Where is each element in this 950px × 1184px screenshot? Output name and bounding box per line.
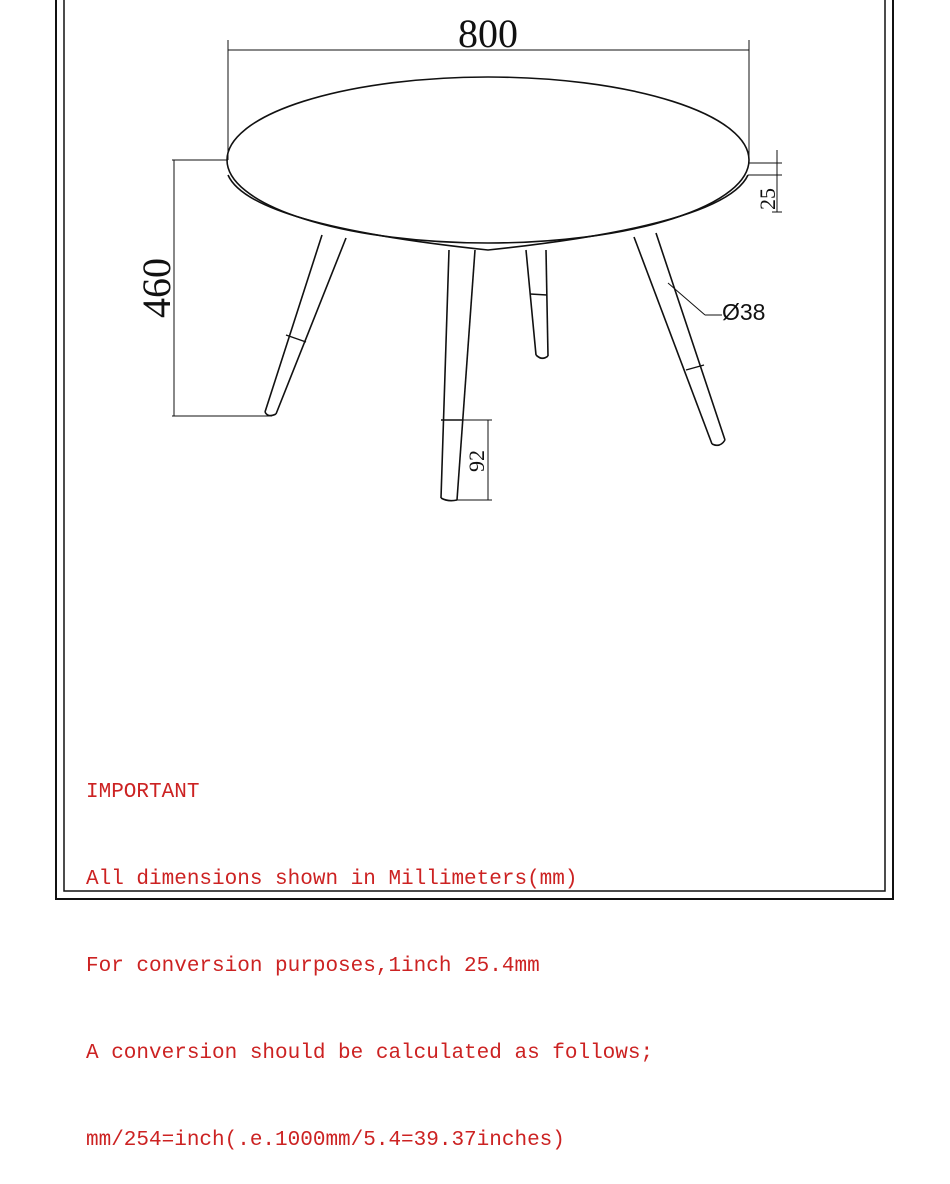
dimension-foot-length-label: 92 <box>464 450 489 472</box>
table-legs <box>265 233 725 501</box>
important-notes <box>86 720 653 1184</box>
notes-line-2: For conversion purposes,1inch 25.4mm <box>86 955 540 978</box>
dimension-top-thickness-label: 25 <box>755 188 780 210</box>
dimension-width <box>228 11 749 160</box>
leg-back <box>526 250 548 358</box>
dimension-width-label: 800 <box>458 11 518 56</box>
dimension-leg-diameter <box>668 283 765 325</box>
leg-right <box>634 233 725 445</box>
notes-line-3: A conversion should be calculated as follows; <box>86 1042 654 1065</box>
dimension-leg-diameter-label: Ø38 <box>722 299 766 325</box>
dimension-top-thickness <box>748 150 782 212</box>
notes-line-1: All dimensions shown in Millimeters(mm) <box>86 868 578 891</box>
notes-line-4: mm/254=inch(.e.1000mm/5.4=39.37inches) <box>86 1129 565 1152</box>
leg-left <box>265 235 346 416</box>
notes-heading: IMPORTANT <box>86 781 200 804</box>
table-top <box>227 77 749 250</box>
dimension-height-label: 460 <box>134 258 179 318</box>
